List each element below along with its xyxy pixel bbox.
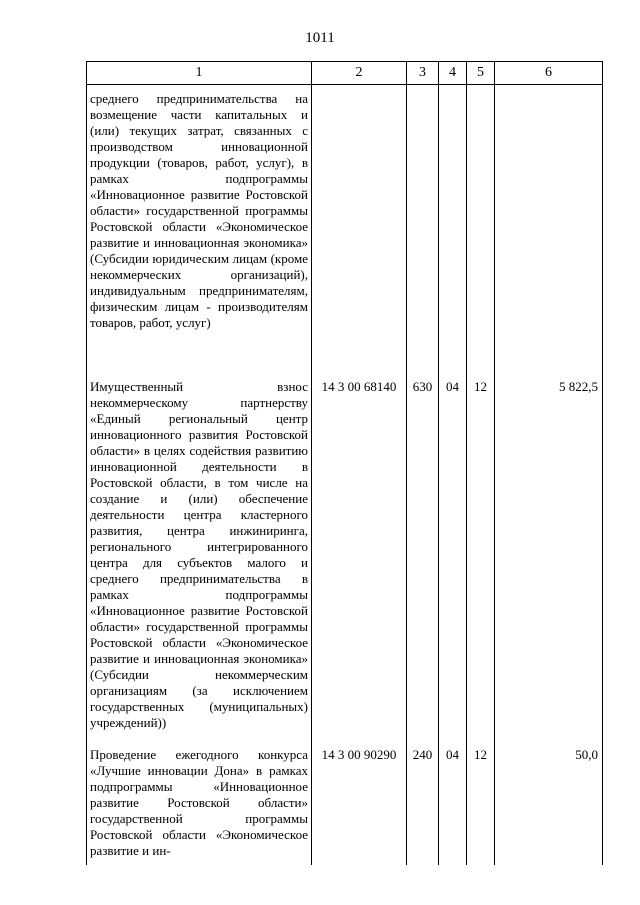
row-subsection: 12 (467, 735, 495, 865)
row-section: 04 (439, 735, 467, 865)
row-description: Имущественный взнос некоммерческому партнерству «Единый региональный центр инновационного развития Ростовской области» в целях содействия развитию инновационной деятельности в Ростовской области, в том числе на создание и (или) обеспечение деятельности центра кластерного развития, центра инжиниринга, регионального интегрированного центра для субъектов малого и среднего предпринимательства в рамках подпрограммы «Инновационное развитие Ростовской области» государственной программы Ростовской области «Экономическое развитие и инновационная экономика» (Субсидии некоммерческим организациям (за исключением государственных (муниципальных) учреждений)) (87, 373, 312, 735)
table-body (87, 85, 603, 866)
column-header-4: 4 (439, 62, 467, 85)
row-expense-type: 240 (407, 735, 439, 865)
row-section: 04 (439, 373, 467, 735)
row-amount: 50,0 (495, 735, 603, 865)
row-expense-type: 630 (407, 373, 439, 735)
page-number: 1011 (305, 30, 335, 46)
row-subsection: 12 (467, 373, 495, 735)
row-target-code (312, 85, 407, 374)
row-target-code: 14 3 00 90290 (312, 735, 407, 865)
budget-table (86, 61, 603, 865)
table-row (87, 85, 603, 374)
column-header-1: 1 (87, 62, 312, 85)
table-header (87, 62, 603, 85)
row-target-code: 14 3 00 68140 (312, 373, 407, 735)
header-row (87, 62, 603, 85)
table-row (87, 735, 603, 865)
row-amount (495, 85, 603, 374)
column-header-2: 2 (312, 62, 407, 85)
column-header-6: 6 (495, 62, 603, 85)
row-description: среднего предпринимательства на возмещение части капитальных и (или) текущих затрат, связанных с производством инновационной продукции (товаров, работ, услуг), в рамках подпрограммы «Инновационное развитие Ростовской области» государственной программы Ростовской области «Экономическое развитие и инновационная экономика» (Субсидии юридическим лицам (кроме некоммерческих организаций), индивидуальным предпринимателям, физическим лицам - производителям товаров, работ, услуг) (87, 85, 312, 374)
row-expense-type (407, 85, 439, 374)
row-section (439, 85, 467, 374)
row-subsection (467, 85, 495, 374)
column-header-3: 3 (407, 62, 439, 85)
row-amount: 5 822,5 (495, 373, 603, 735)
row-description: Проведение ежегодного конкурса «Лучшие инновации Дона» в рамках подпрограммы «Инновационное развитие Ростовской области» государственной программы Ростовской области «Экономическое развитие и ин- (87, 735, 312, 865)
column-header-5: 5 (467, 62, 495, 85)
table-row (87, 373, 603, 735)
